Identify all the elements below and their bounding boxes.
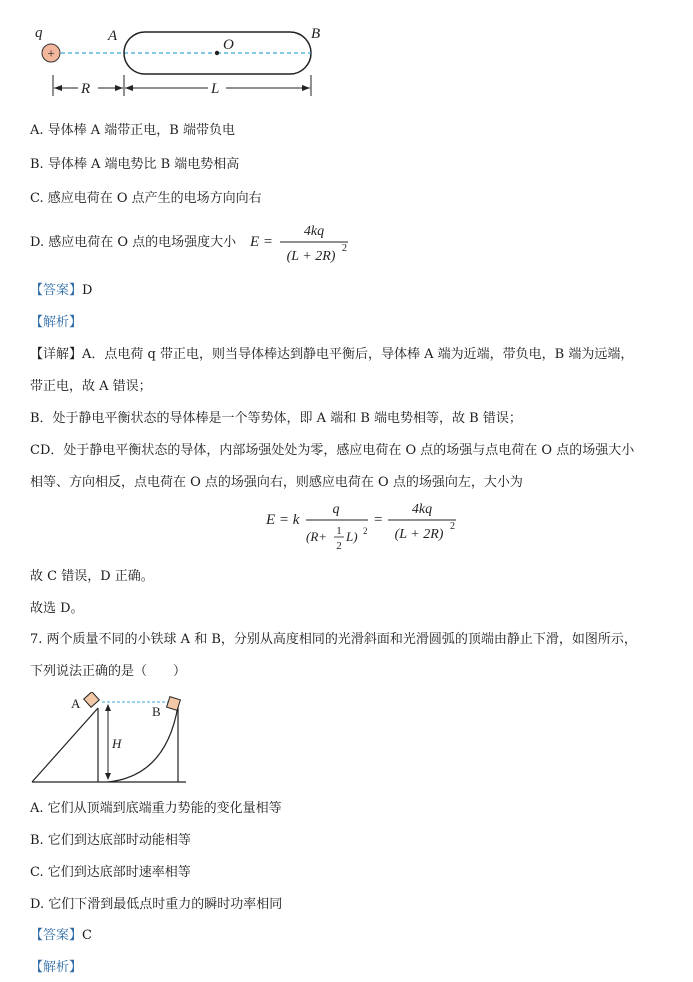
label-R: R xyxy=(81,81,91,97)
q7-option-b: B. 它们到达底部时动能相等 xyxy=(30,833,191,848)
incline-surface xyxy=(32,708,98,782)
formula2-half-num: 1 xyxy=(336,525,342,537)
label-A-ball: A xyxy=(71,696,81,711)
formula2-den2-exp: 2 xyxy=(450,521,455,532)
q7-stem-line-1: 7. 两个质量不同的小铁球 A 和 B，分别从高度相同的光滑斜面和光滑圆弧的顶端由静止下滑，如图所示， xyxy=(30,632,637,647)
q7-answer xyxy=(30,927,92,945)
formula-denominator: (L + 2R) xyxy=(286,249,336,264)
formula2-den1-left: (R+ xyxy=(306,529,328,544)
label-B-ball: B xyxy=(152,704,161,719)
q6-detail-line-5: 相等、方向相反，点电荷在 O 点的场强向右，则感应电荷在 O 点的场强向左，大小为 xyxy=(30,475,523,490)
q6-conclusion-2: 故选 D。 xyxy=(30,601,84,616)
q7-option-c: C. 它们到达底部时速率相等 xyxy=(30,865,191,880)
figure-conductor-rod xyxy=(30,20,330,102)
formula2-half-den: 2 xyxy=(336,540,342,552)
q7-analysis-tag: 【解析】 xyxy=(30,960,83,975)
label-H: H xyxy=(112,736,122,751)
q7-option-d: D. 它们下滑到最低点时重力的瞬时功率相同 xyxy=(30,897,283,912)
q6-detail-line-1: 【详解】A．点电荷 q 带正电，则当导体棒达到静电平衡后，导体棒 A 端为近端，带负电，B 端为远端， xyxy=(30,347,634,362)
answer-tag: 【答案】 xyxy=(30,928,83,943)
formula2-den1-exp: 2 xyxy=(363,526,368,536)
charge-plus-sign: + xyxy=(47,45,55,61)
q6-detail-line-4: CD．处于静电平衡状态的导体，内部场强处处为零，感应电荷在 O 点的场强与点电荷在 O 点的场强大小 xyxy=(30,443,635,458)
formula2-num1: q xyxy=(332,502,340,517)
formula2-den2: (L + 2R) xyxy=(394,527,444,542)
answer-tag: 【答案】 xyxy=(30,283,83,298)
label-B: B xyxy=(311,26,321,42)
block-A xyxy=(84,692,100,707)
formula-exponent: 2 xyxy=(342,243,347,254)
charge-label-q: q xyxy=(35,25,43,41)
center-point-O xyxy=(215,51,219,55)
q6-option-a: A. 导体棒 A 端带正电，B 端带负电 xyxy=(30,123,235,138)
arrow-R-right xyxy=(115,85,123,91)
q6-analysis-tag: 【解析】 xyxy=(30,315,83,330)
formula-lhs: E = xyxy=(250,234,274,250)
q6-conclusion-1: 故 C 错误，D 正确。 xyxy=(30,569,154,584)
q6-option-b: B. 导体棒 A 端电势比 B 端电势相高 xyxy=(30,157,240,172)
q6-option-d: D. 感应电荷在 O 点的电场强度大小 xyxy=(30,235,237,250)
formula2-equals: = xyxy=(374,512,383,528)
height-arrow-bottom xyxy=(105,773,111,780)
label-O: O xyxy=(223,37,234,53)
formula2-lhs: E = k xyxy=(266,512,300,528)
answer-value: D xyxy=(82,283,93,298)
formula2-num2: 4kq xyxy=(411,502,433,517)
label-L: L xyxy=(211,81,220,97)
formula2-den1-right: L) xyxy=(346,529,358,544)
arrow-L-left xyxy=(125,85,133,91)
q7-option-a: A. 它们从顶端到底端重力势能的变化量相等 xyxy=(30,801,282,816)
formula-numerator: 4kq xyxy=(303,224,325,239)
q6-answer xyxy=(30,282,92,300)
q7-stem-line-2: 下列说法正确的是（ ） xyxy=(30,664,187,679)
q6-option-d-formula xyxy=(248,216,358,268)
q6-detail-line-2: 带正电，故 A 错误； xyxy=(30,379,152,394)
figure-slope-and-arc xyxy=(28,692,193,786)
label-A: A xyxy=(108,28,118,44)
q6-option-c: C. 感应电荷在 O 点产生的电场方向向右 xyxy=(30,191,262,206)
answer-value: C xyxy=(82,928,92,943)
height-arrow-top xyxy=(105,704,111,711)
q6-field-formula xyxy=(262,494,462,562)
arrow-R-left xyxy=(54,85,62,91)
q6-detail-line-3: B．处于静电平衡状态的导体棒是一个等势体，即 A 端和 B 端电势相等，故 B 错误； xyxy=(30,411,522,426)
arrow-L-right xyxy=(302,85,310,91)
